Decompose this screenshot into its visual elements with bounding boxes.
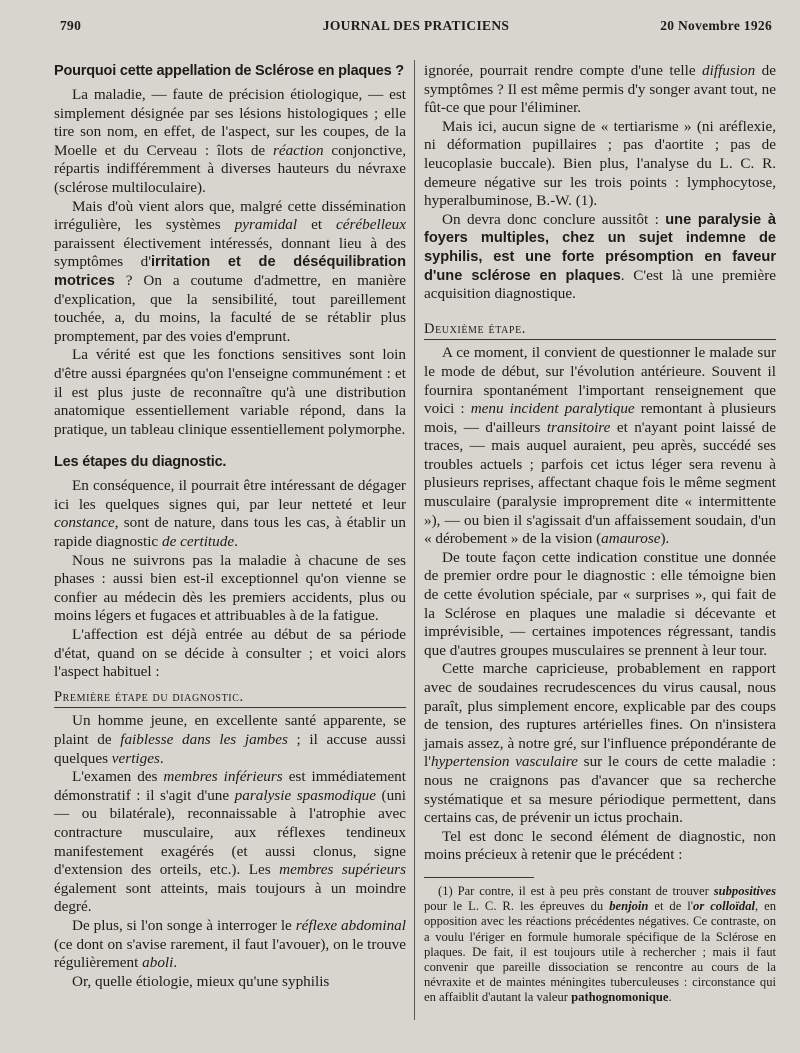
paragraph: Nous ne suivrons pas la maladie à chacune de ses phases : aussi bien est-il exceptionnel qu'on vienne se confier au médecin dès les premiers accidents, plus ou moins légers et fugaces et attribuables à de la fatigue.: [54, 551, 406, 625]
paragraph: La maladie, — faute de précision étiologique, — est simplement désignée par ses lésions histologiques ; elle tire son nom, en effet, de l'aspect, sur les coupes, de la Moelle et du Cerveau : îlots de réaction conjonctive, répartis indifféremment à diverses hauteurs du névraxe (sclérose multiloculaire).: [54, 86, 406, 196]
right-column: [424, 62, 776, 1006]
paragraph: Un homme jeune, en excellente santé apparente, se plaint de faiblesse dans les jambes ; il accuse aussi quelques vertiges.: [54, 712, 406, 767]
paragraph: De plus, si l'on songe à interroger le réflexe abdominal (ce dont on s'avise rarement, il faut l'avouer), on le trouve régulièrement aboli.: [54, 916, 406, 972]
column-divider: [414, 60, 415, 1020]
footnote: (1) Par contre, il est à peu près constant de trouver subpositives pour le L. C. R. les épreuves du benjoin et de l'or colloïdal, en opposition avec les réactions précédentes négatives. Ce contraste, on a voulu l'ériger en formule humorale spécifique de la Sclérose en plaques. De fait, il est toujours utile à rechercher ; mais il faut convenir que pareille dissociation se rencontre au cours de la névraxite et de maintes méningites tuberculeuses : circonstance qui en affaiblit d'autant la valeur pathognomonique.: [424, 883, 777, 1005]
paragraph: La vérité est que les fonctions sensitives sont loin d'être aussi épargnées qu'on l'enseigne communément : et il est plus juste de reconnaître qu'à une distribution anatomique essentiellement variable répond, dans la pratique, un tableau clinique essentiellement polymorphe.: [54, 346, 406, 438]
journal-title: JOURNAL DES PRATICIENS: [322, 18, 510, 33]
footnote-rule: [424, 877, 534, 878]
issue-date: 20 Novembre 1926: [660, 18, 772, 33]
paragraph: En conséquence, il pourrait être intéressant de dégager ici les quelques signes qui, par leur netteté et leur constance, sont de nature, dans tous les cas, à établir un rapide diagnostic de certitude.: [54, 477, 406, 551]
step-heading-first: Première étape du diagnostic.: [54, 688, 406, 709]
section-heading-etapes: Les étapes du diagnostic.: [54, 454, 227, 471]
step-heading-second: Deuxième étape.: [424, 320, 776, 341]
paragraph: Mais d'où vient alors que, malgré cette dissémination irrégulière, les systèmes pyramidal et cérébelleux paraissent électivement intéressés, donnant lieu à des symptômes d'irritation et de déséquilibration motrices ? On a coutume d'admettre, en manière d'explication, que la sensibilité, tout pareillement touchée, a, du moins, la faculté de se rétablir plus promptement, par des voies d'emprunt.: [54, 197, 406, 345]
paragraph: L'affection est déjà entrée au début de sa période d'état, quand on se décide à consulter ; et voici alors l'aspect habituel :: [54, 626, 406, 681]
paragraph: Tel est donc le second élément de diagnostic, non moins précieux à retenir que le précédent :: [424, 827, 776, 864]
paragraph: ignorée, pourrait rendre compte d'une telle diffusion de symptômes ? Il est même permis d'y songer avant tout, ne fût-ce que pour l'éliminer.: [424, 62, 776, 117]
paragraph: De toute façon cette indication constitue une donnée de premier ordre pour le diagnostic : elle témoigne bien de cette évolution spéciale, par « surprises », qui fait de la Sclérose en plaques une maladie si décevante et imprévisible, — certaines impotences régressant, tandis que d'autres groupes musculaires se prennent à leur tour.: [424, 548, 776, 659]
paragraph: L'examen des membres inférieurs est immédiatement démonstratif : il s'agit d'une paralysie spasmodique (uni — ou bilatérale), reconnaissable à l'atrophie avec contracture musculaire, aux réflexes tendineux manifestement exagérés (et aussi clonus, signe d'extension des orteils, etc.). Les membres supérieurs également sont atteints, mais toujours à un moindre degré.: [54, 768, 406, 916]
paragraph: Cette marche capricieuse, probablement en rapport avec de soudaines recrudescences du virus causal, nous paraît, plus simplement encore, explicable par des coups de tension, des ruptures artérielles fines. On n'insistera jamais assez, à notre gré, sur l'influence prépondérante de l'hypertension vasculaire sur le cours de cette maladie : nous ne craignons pas d'avancer que sa recherche systématique et sa mesure périodique permettent, dans certains cas, de prévenir un ictus prochain.: [424, 660, 776, 827]
paragraph: Mais ici, aucun signe de « tertiarisme » (ni aréflexie, ni déformation pupillaires ; pas d'aortite ; pas de leucoplasie buccale). Bien plus, l'analyse du L. C. R. demeure négative sur les trois points : lymphocytose, hyperalbuminose, B.-W. (1).: [424, 117, 776, 210]
running-head: [60, 18, 772, 40]
left-column: [54, 62, 406, 991]
paragraph: Or, quelle étiologie, mieux qu'une syphilis: [72, 972, 330, 990]
paragraph: A ce moment, il convient de questionner le malade sur le mode de début, sur l'évolution antérieure. Souvent il fournira spontanément l'important renseignement que voici : menu incident paralytique remontant à plusieurs mois, — d'ailleurs transitoire et n'ayant point laissé de traces, — mais auquel auraient, peu après, succédé ses troubles actuels ; parfois cet ictus léger sera revenu à plusieurs reprises, affectant chaque fois le même segment musculaire (paralysie improprement dite « intermittente »), — ou bien il s'agissait d'un affaissement soudain, d'un « dérobement » de la vision (amaurose).: [424, 344, 777, 548]
section-heading-appellation: Pourquoi cette appellation de Sclérose en plaques ?: [54, 63, 404, 79]
page-number: 790: [60, 18, 82, 33]
paragraph: On devra donc conclure aussitôt : une paralysie à foyers multiples, chez un sujet indemne de syphilis, est une forte présomption en faveur d'une sclérose en plaques. C'est là une première acquisition diagnostique.: [424, 210, 777, 303]
